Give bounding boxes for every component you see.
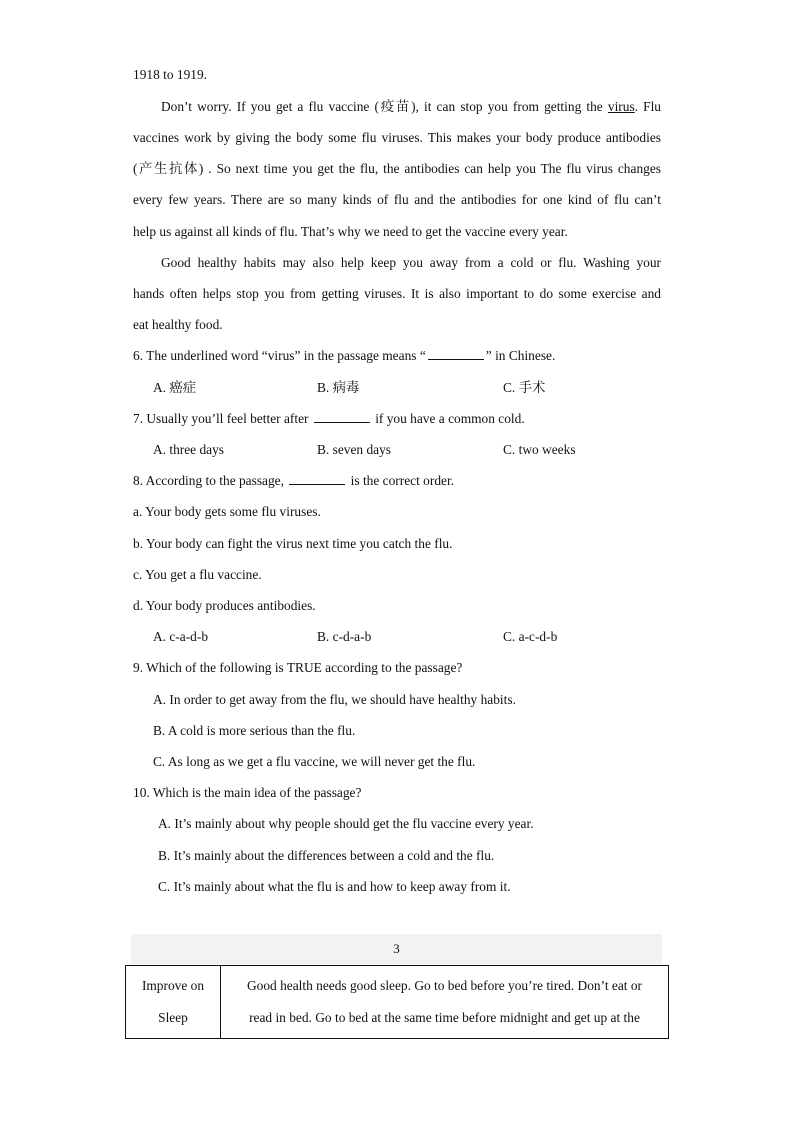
underlined-word: virus bbox=[607, 99, 635, 114]
table-cell bbox=[221, 966, 669, 1039]
passage-line: (产生抗体) . So next time you get the flu, the antibodies can help you The flu virus changes bbox=[133, 161, 661, 176]
passage-line: hands often helps stop you from getting viruses. It is also important to do some exercise and bbox=[133, 286, 661, 301]
q6-option-b[interactable]: B. 病毒 bbox=[317, 380, 360, 395]
q8-option-a[interactable]: A. c-a-d-b bbox=[153, 629, 209, 644]
section-number-bar: 3 bbox=[131, 934, 662, 964]
answer-blank[interactable] bbox=[314, 410, 370, 423]
passage-line: every few years. There are so many kinds of flu and the antibodies for one kind of flu can’t bbox=[133, 192, 661, 207]
question-text: 6. The underlined word “virus” in the passage means “ bbox=[133, 348, 426, 363]
answer-blank[interactable] bbox=[428, 347, 484, 360]
passage-line: vaccines work by giving the body some flu viruses. This makes your body produce antibodies bbox=[133, 130, 661, 145]
question-text: is the correct order. bbox=[347, 473, 455, 488]
q8-item: d. Your body produces antibodies. bbox=[133, 598, 316, 613]
q9-option-a[interactable]: A. In order to get away from the flu, we should have healthy habits. bbox=[153, 692, 516, 707]
cell-line: read in bed. Go to bed at the same time before midnight and get up at the bbox=[249, 1010, 640, 1025]
question-8-stem bbox=[133, 470, 661, 492]
q6-option-c[interactable]: C. 手术 bbox=[503, 380, 546, 395]
question-text: 8. According to the passage, bbox=[133, 473, 288, 488]
q8-item: c. You get a flu vaccine. bbox=[133, 567, 262, 582]
passage-line: 1918 to 1919. bbox=[133, 67, 208, 82]
q10-option-c[interactable]: C. It’s mainly about what the flu is and how to keep away from it. bbox=[158, 879, 511, 894]
passage-line: help us against all kinds of flu. That’s why we need to get the vaccine every year. bbox=[133, 224, 568, 239]
heading-line: Sleep bbox=[158, 1010, 188, 1025]
table-row-heading bbox=[126, 966, 221, 1039]
q6-option-a[interactable]: A. 癌症 bbox=[153, 380, 197, 395]
q8-item: b. Your body can fight the virus next time you catch the flu. bbox=[133, 536, 453, 551]
cell-line: Good health needs good sleep. Go to bed before you’re tired. Don’t eat or bbox=[246, 978, 643, 993]
q10-option-a[interactable]: A. It’s mainly about why people should get the flu vaccine every year. bbox=[158, 816, 534, 831]
passage-line: eat healthy food. bbox=[133, 317, 223, 332]
question-6-stem bbox=[133, 345, 661, 367]
answer-blank[interactable] bbox=[289, 472, 345, 485]
question-text: if you have a common cold. bbox=[371, 411, 525, 426]
question-9-stem: 9. Which of the following is TRUE according to the passage? bbox=[133, 660, 463, 675]
table-row bbox=[126, 966, 669, 1039]
tips-table bbox=[125, 965, 669, 1039]
q9-option-b[interactable]: B. A cold is more serious than the flu. bbox=[153, 723, 356, 738]
question-text: 7. Usually you’ll feel better after bbox=[133, 411, 312, 426]
passage-text: . Flu bbox=[634, 99, 662, 114]
question-10-stem: 10. Which is the main idea of the passage? bbox=[133, 785, 362, 800]
q10-option-b[interactable]: B. It’s mainly about the differences between a cold and the flu. bbox=[158, 848, 495, 863]
passage-line bbox=[133, 96, 661, 118]
q8-option-c[interactable]: C. a-c-d-b bbox=[503, 629, 558, 644]
q8-option-b[interactable]: B. c-d-a-b bbox=[317, 629, 372, 644]
heading-line: Improve on bbox=[141, 978, 205, 993]
q8-item: a. Your body gets some flu viruses. bbox=[133, 504, 321, 519]
passage-line: Good healthy habits may also help keep you away from a cold or flu. Washing your bbox=[161, 255, 661, 270]
q7-option-a[interactable]: A. three days bbox=[153, 442, 225, 457]
passage-text: Don’t worry. If you get a flu vaccine (疫苗), it can stop you from getting the bbox=[161, 99, 608, 114]
q9-option-c[interactable]: C. As long as we get a flu vaccine, we will never get the flu. bbox=[153, 754, 476, 769]
question-text: ” in Chinese. bbox=[485, 348, 556, 363]
question-7-stem bbox=[133, 408, 661, 430]
q7-option-c[interactable]: C. two weeks bbox=[503, 442, 576, 457]
q7-option-b[interactable]: B. seven days bbox=[317, 442, 392, 457]
